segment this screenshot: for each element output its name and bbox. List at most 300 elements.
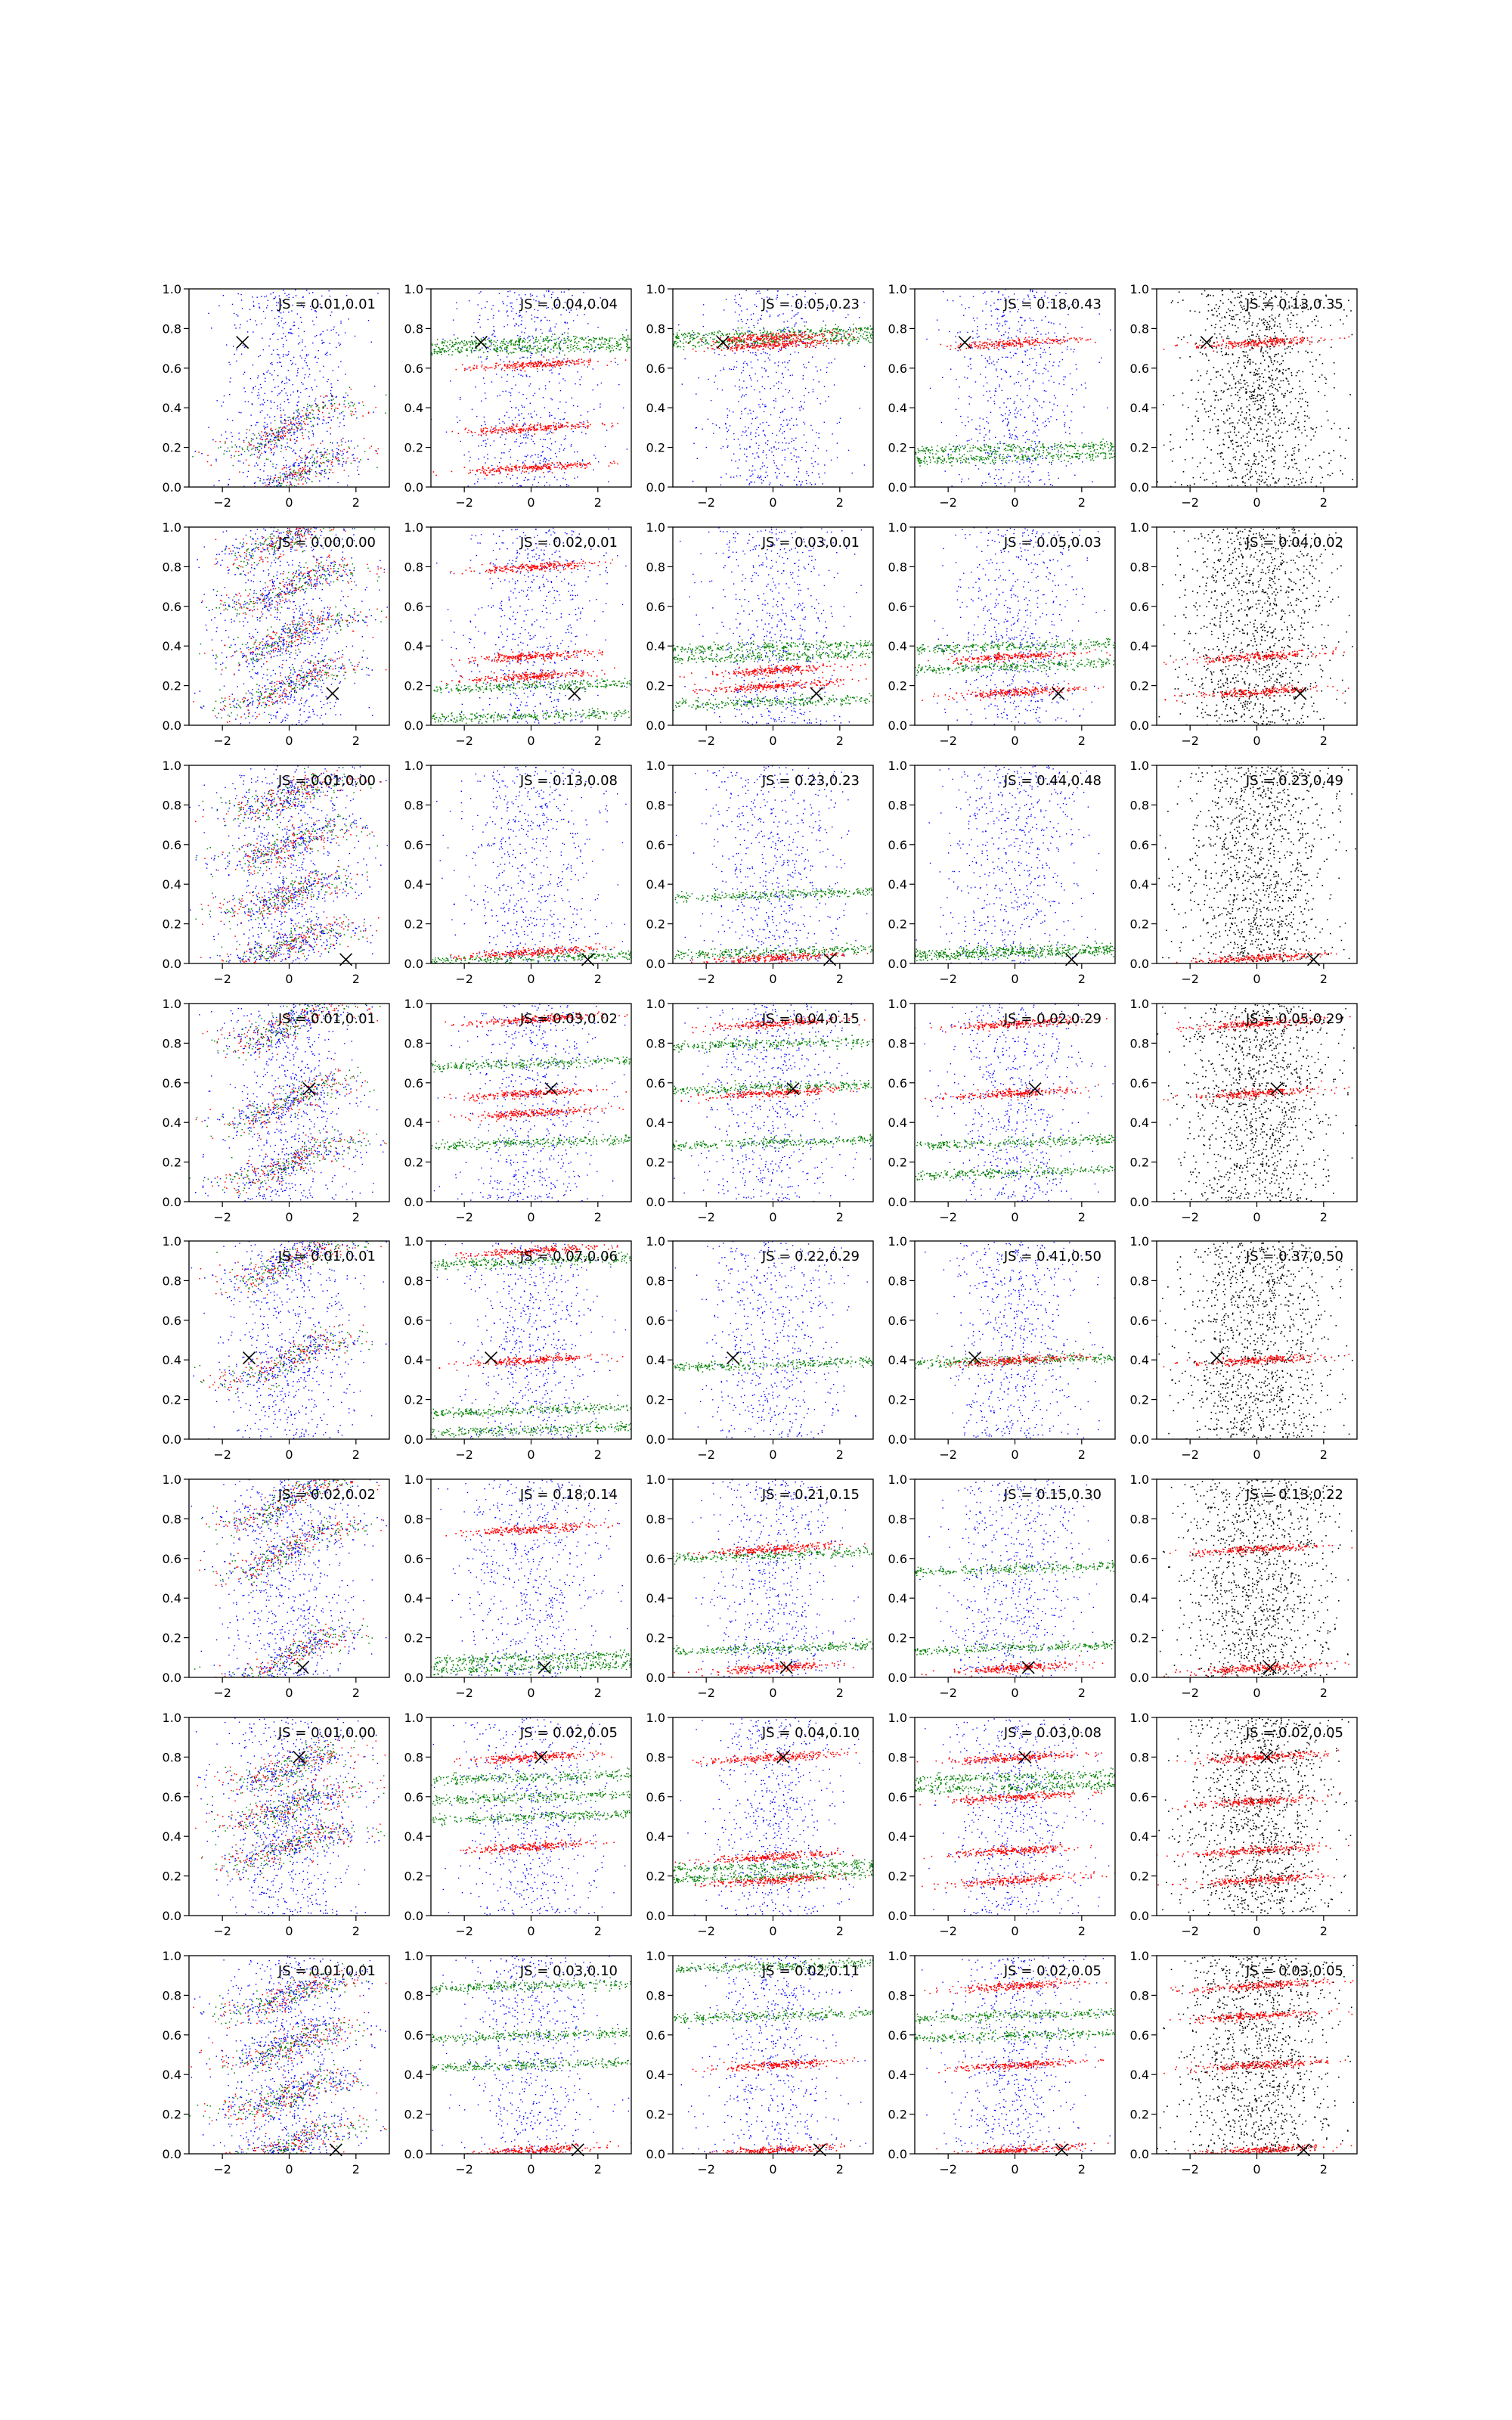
- blue-point: [743, 380, 744, 381]
- green-point: [610, 350, 612, 352]
- wave-point: [212, 439, 214, 441]
- red-point: [491, 427, 492, 428]
- blue-point: [784, 431, 785, 432]
- red-point: [588, 362, 590, 364]
- wave-point: [338, 459, 339, 461]
- green-point: [507, 347, 508, 349]
- blue-point: [298, 368, 299, 369]
- wave-point: [253, 489, 255, 490]
- blue-point: [484, 457, 485, 458]
- blue-point: [257, 422, 258, 423]
- green-point: [808, 339, 810, 340]
- wave-point: [247, 448, 249, 450]
- wave-point: [314, 458, 316, 459]
- blue-point: [481, 401, 482, 402]
- wave-point: [337, 417, 339, 419]
- wave-point: [201, 453, 203, 455]
- blue-point: [227, 419, 228, 420]
- green-point: [485, 340, 486, 341]
- wave-point: [270, 448, 271, 449]
- green-point: [741, 333, 742, 334]
- wave-point: [343, 453, 345, 455]
- red-point: [566, 361, 568, 362]
- wave-point: [329, 417, 330, 418]
- blue-point: [297, 372, 298, 373]
- wave-point: [337, 461, 339, 462]
- blue-point: [991, 362, 992, 363]
- red-point: [773, 343, 774, 345]
- green-point: [629, 347, 631, 349]
- blue-point: [754, 304, 755, 305]
- red-point: [482, 470, 483, 472]
- red-point: [816, 344, 817, 346]
- wave-point: [287, 476, 289, 478]
- wave-point: [297, 415, 299, 417]
- blue-point: [805, 388, 806, 389]
- blue-point: [758, 427, 759, 428]
- blue-point: [211, 327, 212, 328]
- green-point: [781, 331, 782, 333]
- blue-point: [289, 332, 290, 333]
- green-point: [441, 352, 442, 353]
- green-point: [565, 340, 566, 341]
- wave-point: [268, 441, 270, 442]
- red-point: [526, 365, 528, 367]
- blue-point: [941, 422, 942, 423]
- blue-point: [290, 360, 291, 361]
- blue-point: [510, 395, 511, 396]
- red-point: [558, 464, 559, 466]
- blue-point: [273, 349, 274, 350]
- green-point: [678, 338, 680, 340]
- blue-point: [762, 462, 763, 463]
- green-point: [714, 334, 715, 336]
- green-point: [622, 334, 624, 336]
- green-point: [764, 343, 766, 344]
- red-point: [488, 467, 489, 469]
- blue-point: [512, 370, 513, 371]
- red-point: [513, 365, 514, 367]
- blue-point: [772, 433, 773, 434]
- red-point: [739, 341, 741, 343]
- blue-point: [525, 437, 526, 438]
- green-point: [810, 331, 811, 333]
- wave-point: [350, 411, 352, 412]
- blue-point: [975, 465, 976, 466]
- wave-point: [273, 479, 274, 481]
- blue-point: [510, 457, 511, 458]
- blue-point: [324, 476, 325, 477]
- blue-point: [511, 388, 512, 389]
- blue-point: [518, 325, 519, 326]
- green-point: [572, 348, 574, 349]
- blue-point: [764, 406, 765, 407]
- blue-point: [307, 477, 308, 478]
- green-point: [475, 346, 476, 347]
- wave-point: [249, 445, 250, 446]
- red-point: [498, 365, 500, 367]
- blue-point: [493, 305, 494, 306]
- blue-point: [259, 435, 260, 436]
- green-point: [683, 334, 684, 336]
- green-point: [538, 352, 540, 353]
- red-point: [784, 341, 785, 343]
- red-point: [562, 361, 563, 362]
- wave-point: [345, 406, 346, 408]
- wave-point: [240, 489, 241, 491]
- wave-point: [274, 440, 276, 442]
- wave-point: [310, 412, 311, 414]
- blue-point: [288, 420, 289, 421]
- red-point: [513, 430, 515, 432]
- green-point: [767, 331, 768, 333]
- blue-point: [316, 335, 317, 336]
- red-point: [716, 340, 717, 342]
- red-point: [748, 335, 750, 337]
- red-point: [483, 472, 485, 473]
- blue-point: [750, 377, 751, 378]
- blue-point: [551, 340, 552, 341]
- wave-point: [331, 420, 333, 421]
- blue-point: [794, 315, 795, 316]
- green-point: [819, 330, 820, 332]
- blue-point: [545, 385, 546, 386]
- wave-point: [320, 396, 321, 397]
- blue-point: [476, 416, 477, 417]
- wave-point: [274, 420, 276, 421]
- red-point: [776, 343, 777, 344]
- wave-point: [255, 505, 256, 507]
- red-point: [748, 346, 750, 347]
- wave-point: [292, 424, 293, 426]
- red-point: [789, 334, 791, 336]
- red-point: [577, 463, 578, 464]
- blue-point: [777, 315, 778, 316]
- blue-point: [226, 344, 227, 345]
- blue-point: [342, 438, 343, 439]
- red-point: [754, 348, 756, 349]
- blue-point: [511, 311, 512, 312]
- red-point: [751, 339, 752, 340]
- wave-point: [296, 427, 297, 428]
- wave-point: [281, 489, 283, 491]
- blue-point: [556, 479, 557, 480]
- blue-point: [799, 407, 800, 408]
- blue-point: [330, 390, 331, 391]
- green-point: [457, 349, 458, 351]
- red-point: [516, 363, 518, 365]
- wave-point: [297, 411, 299, 413]
- red-point: [472, 470, 474, 471]
- red-point: [769, 348, 770, 349]
- green-point: [502, 343, 503, 344]
- red-point: [584, 464, 585, 465]
- blue-point: [308, 438, 309, 439]
- red-point: [562, 467, 563, 468]
- red-point: [825, 330, 826, 332]
- wave-point: [268, 489, 269, 491]
- panel-r1-c2: [404, 282, 646, 510]
- green-point: [824, 335, 826, 337]
- red-point: [531, 430, 532, 431]
- blue-point: [580, 384, 581, 385]
- wave-point: [254, 483, 256, 485]
- green-point: [785, 329, 786, 330]
- green-point: [701, 339, 702, 340]
- red-point: [535, 466, 537, 467]
- wave-point: [297, 473, 299, 474]
- green-point: [500, 343, 502, 344]
- green-point: [576, 343, 578, 344]
- green-point: [850, 329, 852, 330]
- wave-point: [289, 475, 290, 476]
- blue-point: [587, 367, 588, 368]
- wave-point: [225, 441, 226, 442]
- green-point: [833, 338, 835, 340]
- red-point: [782, 334, 784, 335]
- blue-point: [340, 323, 341, 324]
- blue-point: [493, 315, 494, 316]
- green-point: [491, 342, 493, 343]
- green-point: [776, 341, 778, 343]
- red-point: [543, 365, 544, 367]
- wave-point: [325, 451, 327, 453]
- blue-point: [293, 450, 294, 451]
- red-point: [804, 343, 805, 345]
- green-point: [683, 343, 684, 344]
- red-point: [485, 370, 487, 371]
- green-point: [589, 339, 590, 340]
- green-point: [593, 342, 595, 343]
- blue-point: [520, 348, 521, 349]
- red-point: [767, 346, 769, 348]
- red-point: [510, 365, 512, 367]
- blue-point: [703, 342, 704, 343]
- green-point: [726, 334, 727, 336]
- wave-point: [261, 504, 262, 506]
- wave-point: [235, 451, 237, 453]
- wave-point: [254, 454, 256, 455]
- blue-point: [757, 452, 758, 453]
- red-point: [534, 429, 535, 430]
- wave-point: [294, 424, 296, 426]
- blue-point: [763, 430, 764, 431]
- wave-point: [258, 490, 259, 492]
- wave-point: [249, 430, 251, 431]
- blue-point: [309, 374, 310, 375]
- red-point: [571, 426, 572, 427]
- green-point: [513, 344, 515, 346]
- blue-point: [547, 348, 548, 349]
- blue-point: [513, 318, 514, 319]
- wave-point: [267, 493, 268, 495]
- blue-point: [787, 425, 788, 426]
- green-point: [571, 340, 572, 342]
- green-point: [848, 342, 850, 343]
- green-point: [694, 334, 696, 336]
- blue-point: [456, 302, 457, 303]
- wave-point: [348, 403, 349, 405]
- wave-point: [266, 433, 268, 434]
- green-point: [689, 333, 691, 334]
- wave-point: [305, 479, 306, 480]
- wave-point: [302, 433, 303, 434]
- red-point: [796, 341, 798, 343]
- red-point: [779, 335, 781, 337]
- wave-point: [268, 442, 270, 443]
- red-point: [575, 364, 576, 365]
- blue-point: [765, 406, 766, 407]
- wave-point: [340, 450, 342, 451]
- green-point: [600, 337, 601, 339]
- green-point: [466, 355, 468, 357]
- blue-point: [733, 454, 734, 455]
- red-point: [688, 343, 689, 344]
- wave-point: [358, 461, 360, 463]
- blue-point: [554, 476, 555, 477]
- green-point: [467, 343, 469, 345]
- green-point: [677, 338, 678, 340]
- wave-point: [304, 418, 305, 420]
- blue-point: [247, 476, 248, 477]
- red-point: [800, 335, 801, 337]
- red-point: [482, 468, 484, 470]
- wave-point: [344, 470, 345, 471]
- blue-point: [556, 356, 557, 357]
- blue-point: [277, 408, 278, 409]
- blue-point: [556, 456, 557, 457]
- blue-point: [742, 431, 743, 432]
- green-point: [795, 334, 797, 336]
- green-point: [444, 350, 445, 352]
- blue-point: [533, 395, 534, 396]
- wave-point: [294, 439, 296, 441]
- blue-point: [308, 396, 309, 397]
- wave-point: [274, 446, 276, 448]
- blue-point: [1049, 347, 1050, 348]
- blue-point: [506, 476, 507, 477]
- wave-point: [287, 417, 289, 418]
- wave-point: [249, 443, 251, 445]
- green-point: [716, 342, 717, 343]
- blue-point: [780, 484, 781, 485]
- red-point: [559, 462, 561, 464]
- blue-point: [693, 443, 694, 444]
- green-point: [850, 339, 852, 340]
- blue-point: [787, 476, 788, 477]
- blue-point: [1058, 383, 1059, 384]
- red-point: [469, 470, 471, 471]
- green-point: [764, 330, 766, 332]
- red-point: [587, 463, 589, 464]
- blue-point: [587, 323, 588, 324]
- green-point: [766, 333, 767, 334]
- red-point: [451, 471, 453, 473]
- x-tick-label: −2: [455, 495, 473, 510]
- green-point: [866, 338, 867, 340]
- red-point: [472, 368, 474, 369]
- green-point: [439, 349, 441, 351]
- wave-point: [265, 452, 266, 454]
- green-point: [591, 349, 593, 350]
- blue-point: [322, 343, 323, 344]
- wave-point: [262, 488, 263, 489]
- blue-point: [747, 319, 748, 320]
- wave-point: [285, 427, 287, 429]
- red-point: [494, 430, 496, 431]
- green-point: [705, 340, 707, 341]
- blue-point: [760, 476, 761, 477]
- green-point: [487, 356, 488, 358]
- wave-point: [293, 432, 295, 433]
- red-point: [565, 468, 567, 470]
- wave-point: [268, 447, 270, 448]
- blue-point: [761, 482, 762, 483]
- wave-point: [278, 439, 280, 440]
- green-point: [767, 334, 769, 336]
- green-point: [456, 342, 457, 343]
- red-point: [519, 366, 520, 368]
- blue-point: [745, 430, 746, 431]
- red-point: [491, 367, 493, 368]
- blue-point: [550, 330, 551, 331]
- wave-point: [331, 464, 333, 465]
- green-point: [567, 347, 569, 349]
- wave-point: [286, 476, 287, 478]
- blue-point: [524, 480, 525, 481]
- red-point: [549, 363, 550, 365]
- red-point: [737, 340, 739, 341]
- wave-point: [349, 446, 350, 448]
- blue-point: [278, 322, 279, 323]
- blue-point: [525, 477, 526, 478]
- blue-point: [330, 315, 331, 316]
- blue-point: [789, 390, 790, 391]
- red-point: [562, 364, 563, 365]
- green-point: [766, 337, 767, 339]
- red-point: [577, 424, 578, 425]
- blue-point: [778, 381, 779, 382]
- green-point: [775, 334, 776, 336]
- wave-point: [271, 444, 272, 445]
- wave-point: [352, 402, 353, 404]
- blue-point: [726, 473, 727, 474]
- green-point: [683, 335, 684, 337]
- red-point: [492, 431, 494, 433]
- blue-point: [277, 339, 278, 340]
- blue-point: [518, 409, 519, 410]
- blue-point: [848, 450, 849, 451]
- blue-point: [260, 384, 261, 385]
- red-point: [758, 349, 759, 351]
- green-point: [523, 346, 525, 348]
- blue-point: [848, 329, 849, 330]
- red-point: [587, 427, 589, 429]
- green-point: [501, 341, 503, 343]
- wave-point: [246, 460, 247, 461]
- wave-point: [331, 461, 333, 463]
- red-point: [807, 337, 809, 338]
- green-point: [584, 352, 585, 353]
- wave-point: [264, 447, 265, 448]
- wave-point: [253, 491, 254, 492]
- wave-point: [348, 407, 349, 408]
- green-point: [870, 325, 872, 327]
- red-point: [522, 426, 523, 427]
- wave-point: [254, 435, 256, 436]
- wave-point: [333, 399, 334, 400]
- wave-point: [291, 429, 293, 430]
